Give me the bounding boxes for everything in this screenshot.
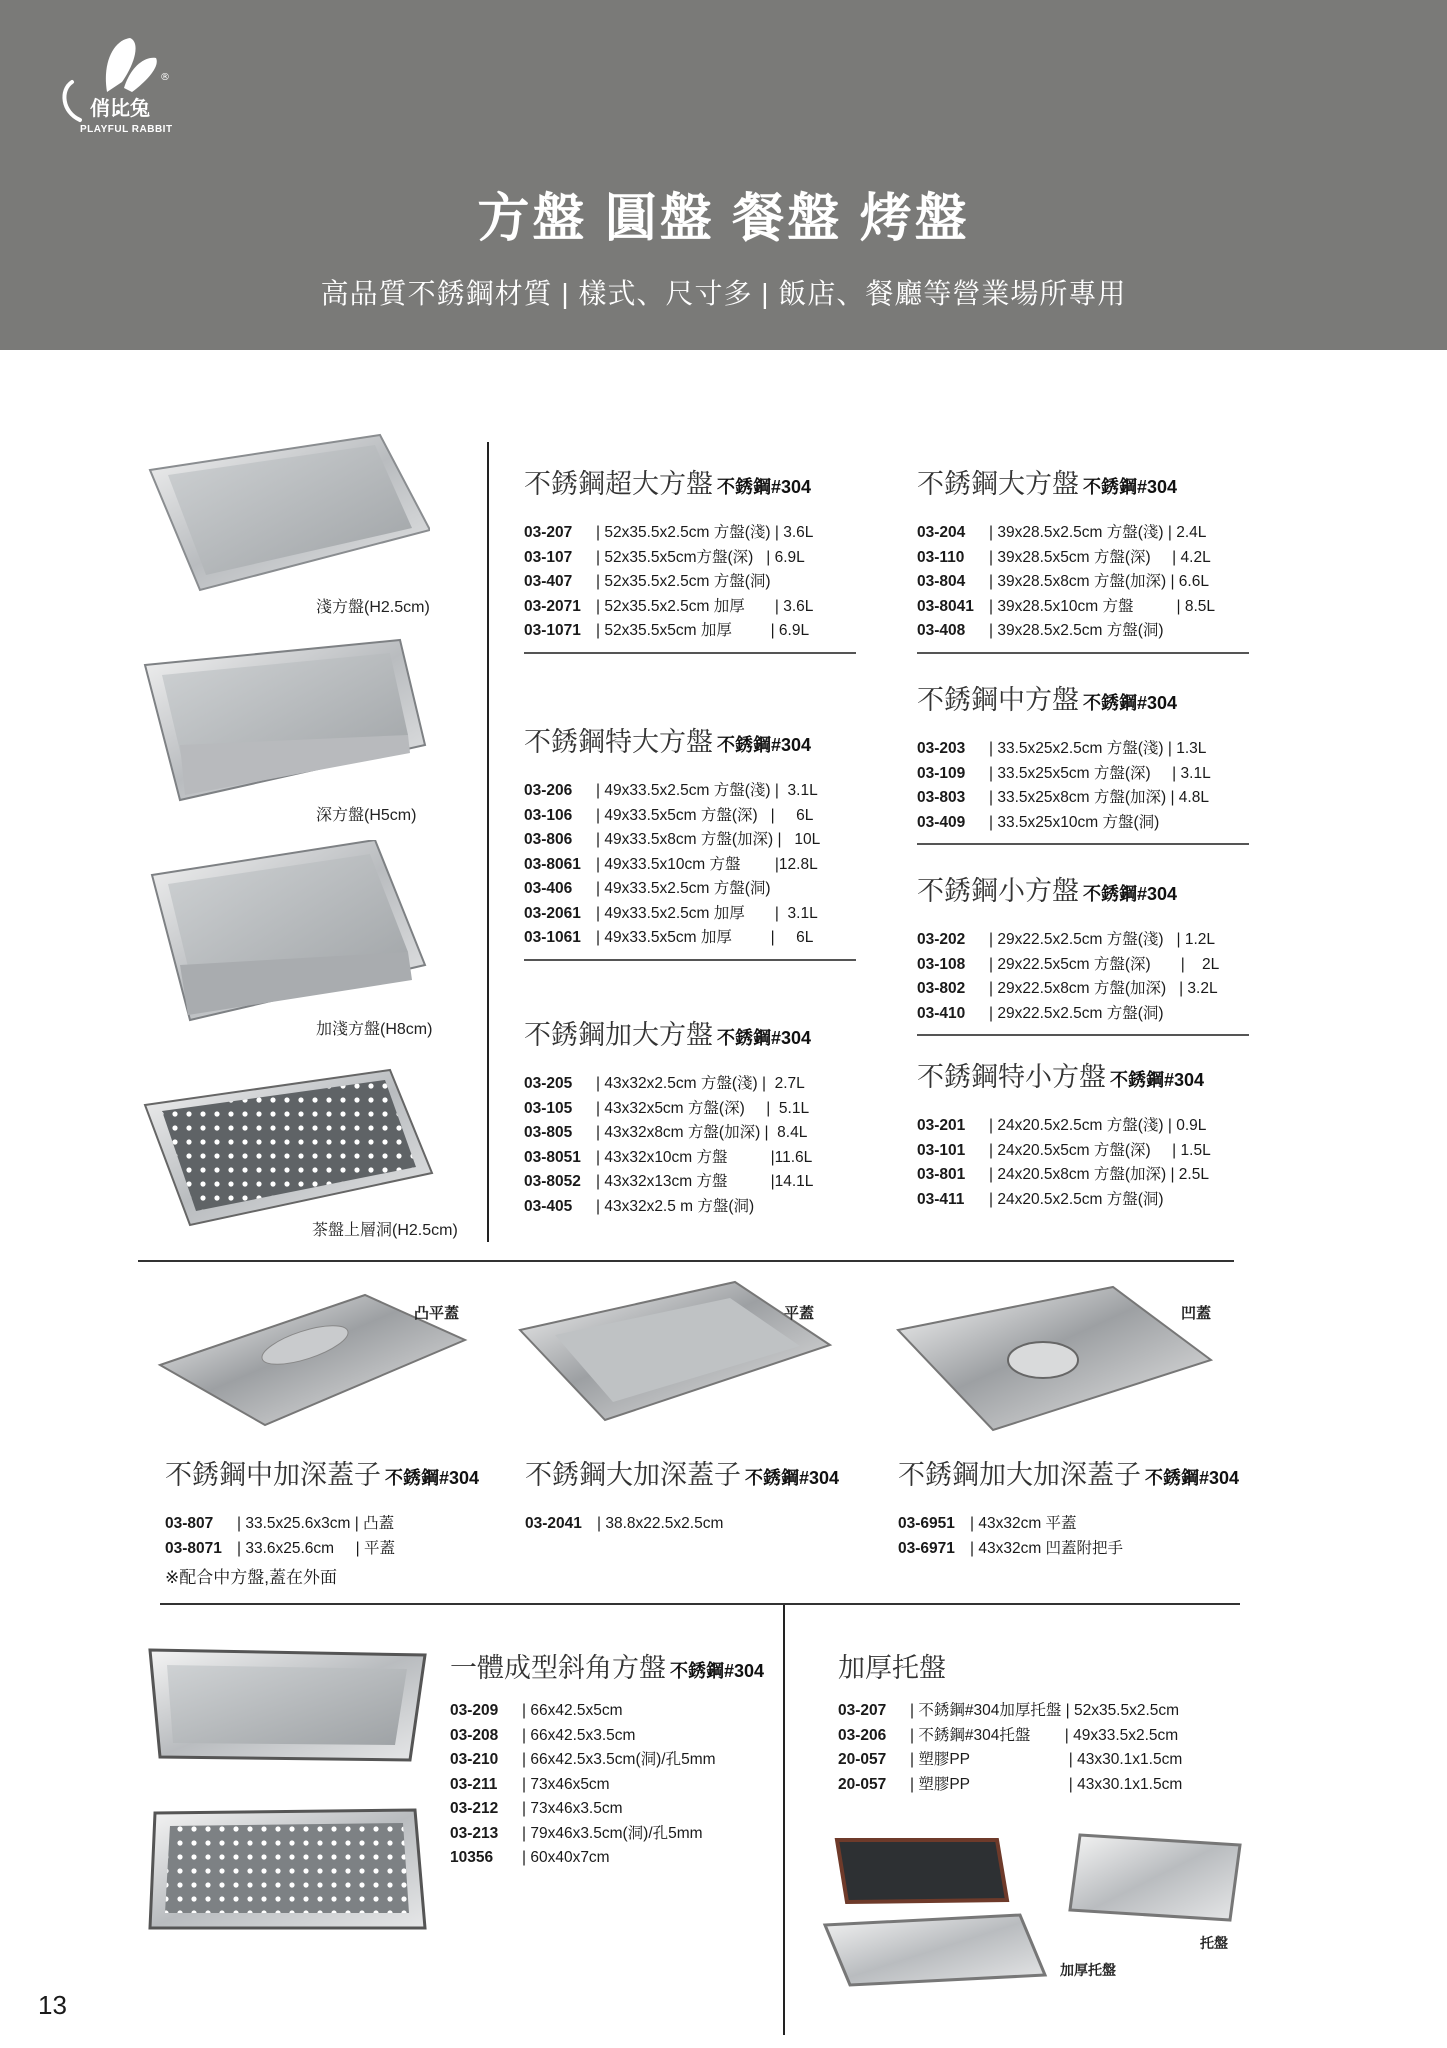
section-lid-large [525, 1453, 865, 1537]
page-subtitle: 高品質不銹鋼材質 | 樣式、尺寸多 | 飯店、餐廳等營業場所專用 [320, 278, 1127, 309]
product-code: 03-208 [450, 1726, 499, 1744]
material-label: 不銹鋼#304 [717, 735, 812, 755]
material-label: 不銹鋼#304 [1083, 693, 1178, 713]
section-title: 不銹鋼中方盤 [917, 685, 1079, 715]
product-code: 03-803 [917, 789, 966, 806]
product-code: 03-805 [524, 1124, 573, 1141]
product-row [524, 902, 856, 927]
lid-type-label: 平蓋 [784, 1305, 815, 1322]
product-spec: | 52x35.5x5cm 加厚 | 6.9L [596, 622, 810, 639]
column-divider [783, 1605, 785, 2035]
section-divider [160, 1603, 1240, 1605]
product-code: 03-205 [524, 1075, 573, 1092]
product-spec: | 52x35.5x2.5cm 方盤(洞) [596, 573, 771, 590]
product-code: 03-210 [450, 1751, 499, 1768]
section-rule [917, 843, 1249, 845]
product-row [450, 1797, 770, 1822]
product-row [450, 1773, 770, 1798]
extra-shallow-tray-caption: 加淺方盤(H8cm) [316, 1021, 433, 1038]
product-spec: | 43x32x2.5 m 方盤(洞) [596, 1197, 755, 1215]
product-code: 03-207 [838, 1702, 887, 1719]
section-title: 不銹鋼超大方盤 [524, 469, 713, 499]
product-spec: | 39x28.5x10cm 方盤 | 8.5L [989, 597, 1216, 615]
product-row [917, 595, 1249, 620]
product-spec: | 66x42.5x3.5cm [522, 1726, 636, 1744]
product-spec: | 塑膠PP | 43x30.1x1.5cm [910, 1775, 1183, 1793]
product-spec: | 43x32cm 凹蓋附把手 [970, 1539, 1124, 1557]
thick-tray-label: 加厚托盤 [1060, 1962, 1116, 1978]
column-divider [487, 442, 489, 1242]
perforated-tray-caption: 茶盤上層洞(H2.5cm) [312, 1222, 458, 1239]
deep-tray-image [140, 635, 430, 810]
product-spec: | 73x46x3.5cm [522, 1800, 623, 1817]
product-row [524, 619, 856, 644]
product-row [898, 1512, 1238, 1537]
product-row [524, 1170, 856, 1195]
product-row [524, 546, 856, 571]
product-code: 03-406 [524, 880, 573, 897]
product-spec: | 49x33.5x5cm 加厚 | 6L [596, 929, 814, 946]
product-code: 03-804 [917, 573, 966, 590]
material-label: 不銹鋼#304 [1145, 1468, 1240, 1488]
product-row [524, 853, 856, 878]
material-label: 不銹鋼#304 [385, 1468, 480, 1488]
integrated-tray-image [145, 1645, 430, 1765]
product-code: 03-213 [450, 1824, 499, 1842]
thick-steel-tray-image [820, 1910, 1050, 1990]
product-row [524, 877, 856, 902]
section-title: 不銹鋼大加深蓋子 [525, 1460, 741, 1490]
shallow-tray-image [140, 430, 430, 600]
product-spec: | 不銹鋼#304托盤 | 49x33.5x2.5cm [910, 1726, 1179, 1744]
product-spec: | 29x22.5x5cm 方盤(深) | 2L [989, 955, 1220, 973]
section-title: 不銹鋼加大加深蓋子 [898, 1460, 1141, 1490]
product-code: 03-806 [524, 831, 573, 848]
product-code: 03-8061 [524, 855, 581, 873]
product-code: 03-212 [450, 1800, 499, 1817]
product-code: 03-206 [838, 1726, 887, 1744]
product-row [838, 1699, 1218, 1724]
section-title: 不銹鋼中加深蓋子 [165, 1460, 381, 1490]
product-spec: | 52x35.5x2.5cm 方盤(淺) | 3.6L [596, 524, 814, 541]
product-row [450, 1699, 770, 1724]
product-spec: | 66x42.5x5cm [522, 1702, 623, 1719]
product-code: 03-2061 [524, 904, 581, 922]
product-code: 03-807 [165, 1515, 214, 1532]
product-code: 03-1071 [524, 622, 581, 639]
product-spec: | 24x20.5x2.5cm 方盤(洞) [989, 1190, 1164, 1208]
section-small [917, 869, 1249, 1036]
product-code: 03-110 [917, 548, 965, 566]
product-spec: | 29x22.5x2.5cm 方盤(淺) | 1.2L [989, 931, 1215, 948]
section-extra-small [917, 1055, 1249, 1212]
product-row [525, 1512, 865, 1537]
product-row [838, 1773, 1218, 1798]
product-spec: | 43x32x13cm 方盤 |14.1L [596, 1173, 814, 1190]
product-spec: | 79x46x3.5cm(洞)/孔5mm [522, 1824, 703, 1842]
product-code: 03-801 [917, 1166, 966, 1183]
product-code: 03-1061 [524, 929, 581, 946]
concave-lid-image [893, 1285, 1213, 1435]
product-spec: | 49x33.5x5cm 方盤(深) | 6L [596, 806, 814, 824]
extra-shallow-tray-image [140, 840, 430, 1030]
product-row [917, 521, 1249, 546]
product-row [917, 953, 1249, 978]
material-label: 不銹鋼#304 [670, 1661, 765, 1681]
product-code: 03-211 [450, 1775, 498, 1793]
section-divider [138, 1260, 1234, 1262]
section-extra-large [524, 720, 856, 961]
product-code: 20-057 [838, 1775, 887, 1793]
product-code: 03-8051 [524, 1148, 581, 1166]
lid-type-label: 凸平蓋 [414, 1305, 460, 1322]
section-plus-large [524, 1013, 856, 1219]
product-row [165, 1512, 505, 1537]
product-code: 03-407 [524, 573, 573, 590]
product-spec: | 33.5x25x10cm 方盤(洞) [989, 813, 1160, 831]
product-spec: | 24x20.5x5cm 方盤(深) | 1.5L [989, 1141, 1211, 1159]
product-row [917, 570, 1249, 595]
product-row [917, 762, 1249, 787]
product-code: 03-204 [917, 524, 966, 541]
product-code: 03-8071 [165, 1539, 222, 1557]
product-row [524, 1195, 856, 1220]
material-label: 不銹鋼#304 [745, 1468, 840, 1488]
product-spec: | 73x46x5cm [522, 1775, 610, 1793]
product-row [524, 1072, 856, 1097]
product-spec: | 43x32x10cm 方盤 |11.6L [596, 1148, 813, 1166]
section-title: 一體成型斜角方盤 [450, 1653, 666, 1683]
section-large [917, 462, 1249, 654]
section-title: 不銹鋼特大方盤 [524, 727, 713, 757]
shallow-tray-caption: 淺方盤(H2.5cm) [316, 599, 430, 616]
product-spec: | 不銹鋼#304加厚托盤 | 52x35.5x2.5cm [910, 1702, 1180, 1719]
integrated-perforated-tray-image [145, 1808, 430, 1933]
section-integrated [450, 1646, 770, 1871]
product-code: 03-411 [917, 1190, 965, 1208]
product-spec: | 66x42.5x3.5cm(洞)/孔5mm [522, 1751, 716, 1768]
material-label: 不銹鋼#304 [1083, 884, 1178, 904]
product-spec: | 33.5x25x8cm 方盤(加深) | 4.8L [989, 789, 1209, 806]
product-row [524, 1121, 856, 1146]
product-row [524, 1146, 856, 1171]
product-row [917, 737, 1249, 762]
product-row [917, 546, 1249, 571]
pp-tray-image [832, 1830, 1012, 1910]
section-medium [917, 678, 1249, 845]
section-rule [917, 1034, 1249, 1036]
product-row [450, 1748, 770, 1773]
product-spec: | 43x32x8cm 方盤(加深) | 8.4L [596, 1124, 808, 1141]
product-row [917, 1163, 1249, 1188]
product-spec: | 33.5x25x5cm 方盤(深) | 3.1L [989, 764, 1211, 782]
section-title: 不銹鋼小方盤 [917, 876, 1079, 906]
product-row [917, 1139, 1249, 1164]
product-spec: | 38.8x22.5x2.5cm [597, 1515, 724, 1532]
product-code: 03-209 [450, 1702, 499, 1719]
product-row [917, 928, 1249, 953]
steel-tray-image [1065, 1830, 1245, 1925]
product-code: 03-106 [524, 806, 573, 824]
header-banner [0, 0, 1447, 350]
page-title: 方盤 圓盤 餐盤 烤盤 [477, 190, 970, 248]
lid-type-label: 凹蓋 [1181, 1305, 1212, 1322]
product-row [524, 926, 856, 951]
product-spec: | 24x20.5x2.5cm 方盤(淺) | 0.9L [989, 1117, 1207, 1134]
product-row [917, 977, 1249, 1002]
product-row [917, 1002, 1249, 1027]
section-lid-medium [165, 1453, 505, 1588]
product-spec: | 49x33.5x8cm 方盤(加深) | 10L [596, 831, 821, 848]
product-row [838, 1724, 1218, 1749]
product-row [524, 779, 856, 804]
lid-note: ※配合中方盤,蓋在外面 [165, 1568, 337, 1587]
material-label: 不銹鋼#304 [717, 1028, 812, 1048]
product-code: 03-8041 [917, 597, 974, 615]
section-thick-tray [838, 1646, 1218, 1797]
product-code: 03-108 [917, 955, 966, 973]
product-row [450, 1822, 770, 1847]
material-label: 不銹鋼#304 [717, 477, 812, 497]
product-spec: | 49x33.5x2.5cm 方盤(洞) [596, 880, 771, 897]
section-rule [917, 652, 1249, 654]
product-spec: | 52x35.5x5cm方盤(深) | 6.9L [596, 548, 805, 566]
product-row [524, 595, 856, 620]
product-row [917, 1188, 1249, 1213]
product-code: 03-206 [524, 782, 573, 799]
product-spec: | 60x40x7cm [522, 1849, 610, 1866]
product-code: 03-101 [917, 1141, 966, 1159]
section-lid-plus [898, 1453, 1238, 1561]
section-rule [524, 652, 856, 654]
product-spec: | 29x22.5x8cm 方盤(加深) | 3.2L [989, 980, 1218, 997]
section-title: 不銹鋼大方盤 [917, 469, 1079, 499]
svg-text:®: ® [160, 72, 170, 83]
section-super-large [524, 462, 856, 654]
product-code: 03-802 [917, 980, 966, 997]
product-spec: | 33.6x25.6cm | 平蓋 [237, 1539, 395, 1557]
product-spec: | 43x32cm 平蓋 [970, 1515, 1077, 1532]
product-code: 03-405 [524, 1197, 573, 1215]
page-number: 13 [38, 1990, 67, 2020]
product-spec: | 塑膠PP | 43x30.1x1.5cm [910, 1751, 1183, 1768]
material-label: 不銹鋼#304 [1083, 477, 1178, 497]
tray-label: 托盤 [1200, 1935, 1228, 1951]
product-spec: | 39x28.5x8cm 方盤(加深) | 6.6L [989, 573, 1209, 590]
material-label: 不銹鋼#304 [1110, 1070, 1205, 1090]
product-row [524, 521, 856, 546]
product-row [917, 811, 1249, 836]
product-spec: | 49x33.5x2.5cm 方盤(淺) | 3.1L [596, 782, 818, 799]
product-row [917, 786, 1249, 811]
product-code: 03-201 [917, 1117, 966, 1134]
section-title: 加厚托盤 [838, 1653, 946, 1683]
product-spec: | 52x35.5x2.5cm 加厚 | 3.6L [596, 597, 814, 615]
product-row [838, 1748, 1218, 1773]
product-code: 03-203 [917, 740, 966, 757]
product-spec: | 49x33.5x10cm 方盤 |12.8L [596, 855, 818, 873]
section-rule [524, 959, 856, 961]
product-code: 03-202 [917, 931, 966, 948]
product-row [898, 1537, 1238, 1562]
product-row [165, 1537, 505, 1562]
product-code: 03-109 [917, 764, 966, 782]
product-spec: | 29x22.5x2.5cm 方盤(洞) [989, 1004, 1164, 1022]
product-code: 03-6971 [898, 1539, 955, 1557]
product-spec: | 43x32x5cm 方盤(深) | 5.1L [596, 1099, 810, 1117]
product-code: 03-2071 [524, 597, 581, 615]
product-code: 03-8052 [524, 1173, 581, 1190]
section-title: 不銹鋼特小方盤 [917, 1062, 1106, 1092]
deep-tray-caption: 深方盤(H5cm) [316, 807, 417, 824]
product-spec: | 39x28.5x5cm 方盤(深) | 4.2L [989, 548, 1211, 566]
product-code: 10356 [450, 1849, 494, 1866]
product-code: 03-107 [524, 548, 573, 566]
product-spec: | 43x32x2.5cm 方盤(淺) | 2.7L [596, 1075, 805, 1092]
product-row [917, 619, 1249, 644]
product-spec: | 39x28.5x2.5cm 方盤(洞) [989, 622, 1164, 639]
product-code: 03-408 [917, 622, 966, 639]
product-spec: | 33.5x25x2.5cm 方盤(淺) | 1.3L [989, 740, 1207, 757]
brand-name-en: PLAYFUL RABBIT [80, 124, 173, 135]
perforated-tray-image [140, 1065, 435, 1230]
product-spec: | 24x20.5x8cm 方盤(加深) | 2.5L [989, 1166, 1209, 1183]
product-row [524, 828, 856, 853]
product-code: 03-6951 [898, 1515, 955, 1532]
product-code: 03-207 [524, 524, 573, 541]
product-row [524, 804, 856, 829]
product-spec: | 49x33.5x2.5cm 加厚 | 3.1L [596, 904, 818, 922]
brand-name-cn: 俏比兔 [90, 98, 150, 120]
product-row [450, 1724, 770, 1749]
product-spec: | 33.5x25.6x3cm | 凸蓋 [237, 1515, 395, 1532]
product-row [524, 1097, 856, 1122]
product-code: 03-409 [917, 813, 966, 831]
product-row [450, 1846, 770, 1871]
product-row [524, 570, 856, 595]
product-code: 20-057 [838, 1751, 887, 1768]
product-code: 03-2041 [525, 1515, 582, 1532]
product-code: 03-410 [917, 1004, 966, 1022]
product-row [917, 1114, 1249, 1139]
product-spec: | 39x28.5x2.5cm 方盤(淺) | 2.4L [989, 524, 1207, 541]
section-title: 不銹鋼加大方盤 [524, 1020, 713, 1050]
product-code: 03-105 [524, 1099, 573, 1117]
